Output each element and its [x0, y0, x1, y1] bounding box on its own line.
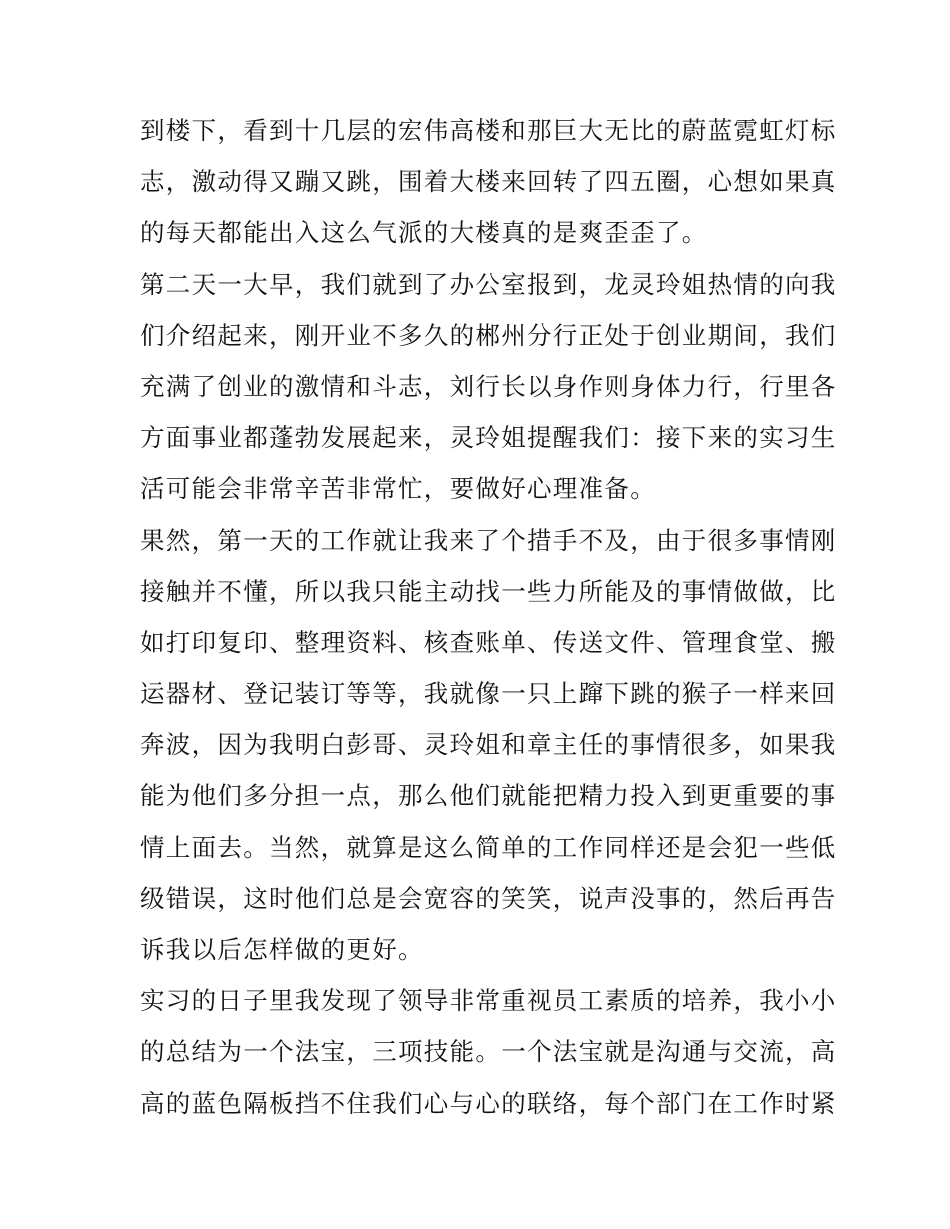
text-line: 果然，第一天的工作就让我来了个措手不及，由于很多事情刚	[140, 525, 837, 555]
paragraph	[140, 105, 837, 259]
text-line: 第二天一大早，我们就到了办公室报到，龙灵玲姐热情的向我	[140, 269, 837, 299]
text-line: 奔波，因为我明白彭哥、灵玲姐和章主任的事情很多，如果我	[140, 730, 837, 760]
text-line: 实习的日子里我发现了领导非常重视员工素质的培养，我小小	[140, 986, 837, 1016]
text-line: 的总结为一个法宝，三项技能。一个法宝就是沟通与交流，高	[140, 1037, 837, 1067]
text-line: 方面事业都蓬勃发展起来，灵玲姐提醒我们：接下来的实习生	[140, 423, 837, 453]
text-line: 活可能会非常辛苦非常忙，要做好心理准备。	[140, 474, 656, 504]
text-line: 接触并不懂，所以我只能主动找一些力所能及的事情做做，比	[140, 576, 837, 606]
paragraph	[140, 975, 837, 1129]
text-line: 们介绍起来，刚开业不多久的郴州分行正处于创业期间，我们	[140, 320, 837, 350]
text-line: 高的蓝色隔板挡不住我们心与心的联络，每个部门在工作时紧	[140, 1088, 837, 1118]
text-line: 如打印复印、整理资料、核查账单、传送文件、管理食堂、搬	[140, 627, 837, 657]
text-line: 充满了创业的激情和斗志，刘行长以身作则身体力行，行里各	[140, 371, 837, 401]
paragraph	[140, 515, 837, 976]
text-line: 到楼下，看到十几层的宏伟高楼和那巨大无比的蔚蓝霓虹灯标	[140, 116, 837, 145]
paragraph	[140, 259, 837, 515]
text-line: 志，激动得又蹦又跳，围着大楼来回转了四五圈，心想如果真	[140, 167, 837, 197]
text-line: 情上面去。当然，就算是这么简单的工作同样还是会犯一些低	[140, 832, 837, 862]
text-line: 运器材、登记装订等等，我就像一只上蹿下跳的猴子一样来回	[140, 679, 837, 709]
text-line: 诉我以后怎样做的更好。	[140, 935, 424, 964]
text-line: 的每天都能出入这么气派的大楼真的是爽歪歪了。	[140, 218, 708, 248]
text-line: 级错误，这时他们总是会宽容的笑笑，说声没事的，然后再告	[140, 883, 837, 913]
document-body	[140, 105, 837, 1129]
text-line: 能为他们多分担一点，那么他们就能把精力投入到更重要的事	[140, 781, 837, 811]
